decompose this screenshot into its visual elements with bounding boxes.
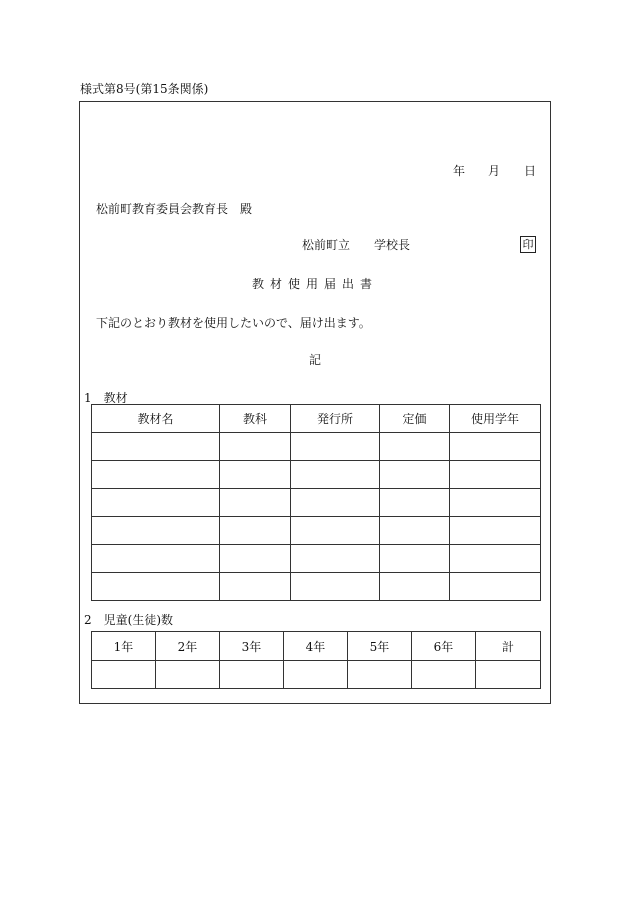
student-count-cell[interactable] [92, 661, 156, 689]
section1-heading: 1 教材 [84, 391, 128, 405]
materials-cell[interactable] [291, 461, 380, 489]
col-grade-5: 5年 [348, 632, 412, 661]
addressee: 松前町教育委員会教育長 殿 [96, 202, 253, 216]
materials-row [92, 461, 541, 489]
materials-cell[interactable] [220, 573, 291, 601]
col-grade-6: 6年 [412, 632, 476, 661]
materials-cell[interactable] [220, 461, 291, 489]
materials-row [92, 545, 541, 573]
student-count-cell[interactable] [284, 661, 348, 689]
student-count-cell[interactable] [476, 661, 541, 689]
materials-cell[interactable] [220, 517, 291, 545]
col-grade-1: 1年 [92, 632, 156, 661]
materials-cell[interactable] [220, 489, 291, 517]
student-count-cell[interactable] [220, 661, 284, 689]
form-number: 様式第8号(第15条関係) [80, 82, 209, 96]
date-month: 月 [488, 164, 501, 178]
student-count-cell[interactable] [412, 661, 476, 689]
materials-cell[interactable] [92, 573, 220, 601]
materials-cell[interactable] [380, 573, 450, 601]
materials-cell[interactable] [380, 461, 450, 489]
student-count-cell[interactable] [156, 661, 220, 689]
materials-cell[interactable] [291, 517, 380, 545]
record-mark: 記 [308, 353, 321, 367]
materials-cell[interactable] [450, 433, 541, 461]
materials-cell[interactable] [291, 545, 380, 573]
materials-cell[interactable] [380, 545, 450, 573]
body-text: 下記のとおり教材を使用したいので、届け出ます。 [96, 316, 371, 330]
materials-cell[interactable] [92, 489, 220, 517]
materials-cell[interactable] [291, 573, 380, 601]
materials-header-row [92, 405, 541, 433]
materials-cell[interactable] [450, 489, 541, 517]
materials-cell[interactable] [291, 489, 380, 517]
materials-cell[interactable] [92, 545, 220, 573]
materials-cell[interactable] [92, 461, 220, 489]
col-price: 定価 [380, 405, 450, 433]
materials-cell[interactable] [291, 433, 380, 461]
document-title: 教材使用届出書 [251, 277, 378, 291]
col-grade-3: 3年 [220, 632, 284, 661]
col-publisher: 発行所 [291, 405, 380, 433]
section2-heading: 2 児童(生徒)数 [84, 613, 173, 627]
materials-cell[interactable] [450, 517, 541, 545]
student-count-header-row [92, 632, 541, 661]
materials-cell[interactable] [220, 545, 291, 573]
materials-cell[interactable] [450, 573, 541, 601]
materials-table [91, 404, 541, 601]
date-year: 年 [453, 164, 466, 178]
materials-cell[interactable] [380, 489, 450, 517]
materials-row [92, 489, 541, 517]
materials-cell[interactable] [450, 461, 541, 489]
sender-school: 松前町立 [302, 238, 351, 252]
student-count-cell[interactable] [348, 661, 412, 689]
materials-row [92, 433, 541, 461]
student-count-table [91, 631, 541, 689]
materials-row [92, 517, 541, 545]
seal-mark: 印 [520, 236, 536, 253]
date-day: 日 [524, 164, 537, 178]
materials-cell[interactable] [450, 545, 541, 573]
materials-cell[interactable] [92, 433, 220, 461]
sender-principal: 学校長 [374, 238, 411, 252]
materials-cell[interactable] [92, 517, 220, 545]
materials-cell[interactable] [380, 517, 450, 545]
student-count-row [92, 661, 541, 689]
col-grade-2: 2年 [156, 632, 220, 661]
col-total: 計 [476, 632, 541, 661]
col-grade: 使用学年 [450, 405, 541, 433]
materials-cell[interactable] [220, 433, 291, 461]
materials-cell[interactable] [380, 433, 450, 461]
col-subject: 教科 [220, 405, 291, 433]
col-material-name: 教材名 [92, 405, 220, 433]
col-grade-4: 4年 [284, 632, 348, 661]
materials-row [92, 573, 541, 601]
